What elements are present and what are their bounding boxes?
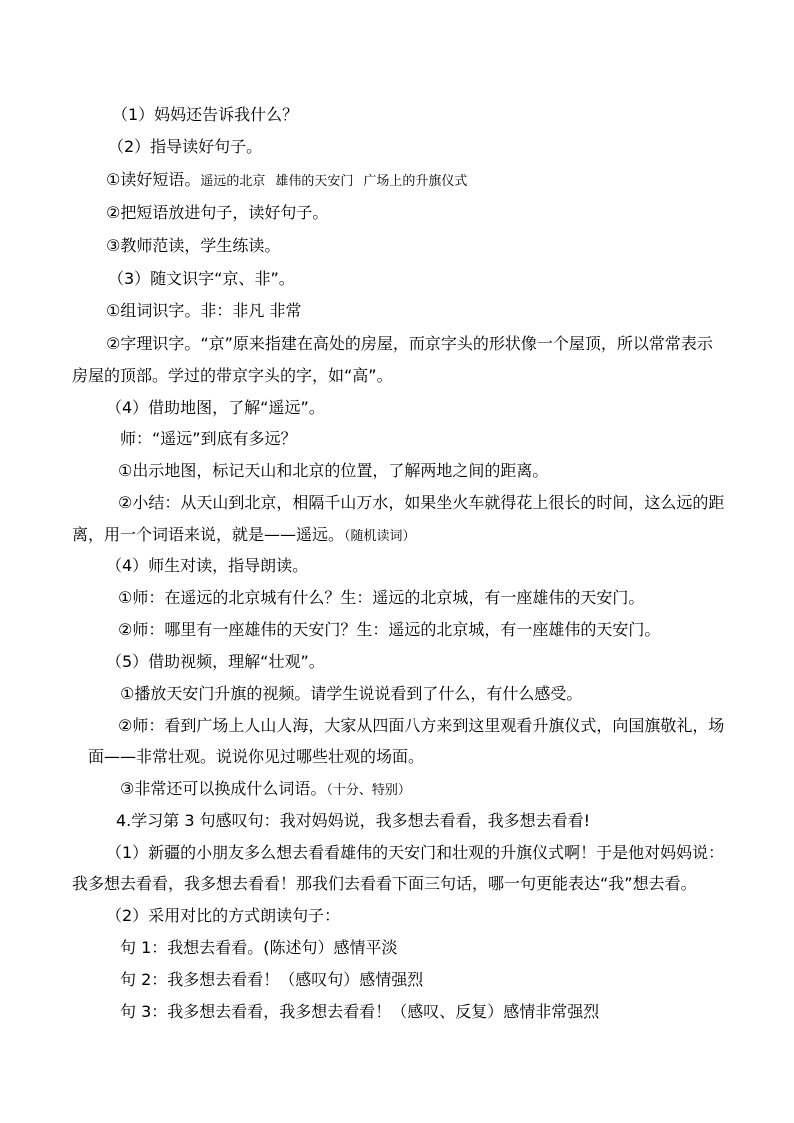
text-line (118, 493, 724, 513)
text-line (88, 747, 424, 767)
phrase-small: （随机读词） (344, 529, 416, 544)
text-line (106, 556, 308, 576)
phrase-small: （十分、特别） (326, 783, 411, 798)
text-line (106, 652, 325, 672)
text-line-content: ③教师范读，学生练读。 (106, 236, 281, 255)
text-line-content: ①出示地图，标记天山和北京的位置，了解两地之间的距离。 (118, 461, 549, 480)
text-line-content: 面——非常壮观。说说你见过哪些壮观的场面。 (88, 747, 425, 766)
text-line-content: 我多想去看看，我多想去看看！那我们去看看下面三句话，哪一句更能表达“我”想去看。 (72, 874, 697, 893)
text-line-content: 句 1：我想去看看。(陈述句）感情平淡 (120, 938, 398, 957)
text-line (72, 366, 393, 386)
text-line (118, 716, 724, 736)
text-line-content: （1）妈妈还告诉我什么？ (112, 105, 299, 124)
text-line-content: ②把短语放进句子，读好句子。 (106, 203, 329, 222)
text-line (106, 334, 713, 354)
text-line (108, 137, 262, 157)
text-line-content: 句 2：我多想去看看！（感叹句）感情强烈 (120, 970, 424, 989)
text-line-content: ②师：看到广场上人山人海，大家从四面八方来到这里观看升旗仪式，向国旗敬礼，场 (118, 716, 725, 735)
text-line-content: ①师：在遥远的北京城有什么？生：遥远的北京城，有一座雄伟的天安门。 (118, 588, 645, 607)
phrase-small: 雄伟的天安门 (275, 174, 354, 189)
text-line-content: ②师：哪里有一座雄伟的天安门？生：遥远的北京城，有一座雄伟的天安门。 (118, 620, 661, 639)
text-line (106, 236, 280, 256)
text-line-content: ①组词识字。非：非凡 (106, 301, 265, 320)
text-line (72, 874, 697, 894)
text-line-content: 4.学习第 3 句感叹句：我对妈妈说，我多想去看看，我多想去看看! (116, 811, 591, 830)
phrase-small: 广场上的升旗仪式 (363, 174, 468, 189)
text-line (120, 779, 411, 801)
text-line-content: ②小结：从天山到北京，相隔千山万水，如果坐火车就得花上很长的时间，这么远的距 (118, 493, 725, 512)
text-line (112, 105, 298, 125)
text-line (108, 269, 295, 289)
text-line-content: ②字理识字。“京”原来指建在高处的房屋，而京字头的形状像一个屋顶，所以常常表示 (106, 334, 713, 353)
text-line-content: ③非常还可以换成什么词语。 (120, 779, 327, 798)
text-line (106, 203, 328, 223)
text-line-content: （2）指导读好句子。 (108, 137, 263, 156)
text-line-content: ①读好短语。 (106, 170, 201, 189)
text-line-content: （4）师生对读，指导朗读。 (106, 556, 309, 575)
text-line (120, 970, 423, 990)
text-line-content: 师：“遥远”到底有多远？ (120, 429, 297, 448)
text-line (118, 620, 660, 640)
text-line-content: 非常 (269, 301, 302, 320)
text-line (106, 843, 724, 863)
text-line-content: 句 3：我多想去看看，我多想去看看！（感叹、反复）感情非常强烈 (120, 1002, 600, 1021)
text-line (106, 170, 467, 192)
text-line-content: （1）新疆的小朋友多么想去看看雄伟的天安门和壮观的升旗仪式啊！于是他对妈妈说： (106, 843, 725, 862)
text-line (118, 588, 644, 608)
text-line (120, 938, 398, 958)
text-line-content: 离，用一个词语来说，就是——遥远。 (72, 525, 345, 544)
text-line (120, 684, 582, 704)
text-line-content: 房屋的顶部。学过的带京字头的字，如“高”。 (72, 366, 393, 385)
text-line (116, 811, 590, 831)
text-line (106, 398, 325, 418)
text-line-content: ①播放天安门升旗的视频。请学生说说看到了什么，有什么感受。 (120, 684, 583, 703)
text-line-content: （2）采用对比的方式朗读句子： (106, 906, 341, 925)
text-line-content: （3）随文识字“京、非”。 (108, 269, 295, 288)
text-line (72, 525, 416, 547)
text-line (106, 906, 340, 926)
text-line-content: （5）借助视频，理解“壮观”。 (106, 652, 325, 671)
text-line (120, 429, 297, 449)
text-line (118, 461, 548, 481)
text-line-content: （4）借助地图，了解“遥远”。 (106, 398, 325, 417)
text-line (120, 1002, 599, 1022)
phrase-small: 遥远的北京 (200, 174, 266, 189)
text-line (106, 301, 301, 321)
